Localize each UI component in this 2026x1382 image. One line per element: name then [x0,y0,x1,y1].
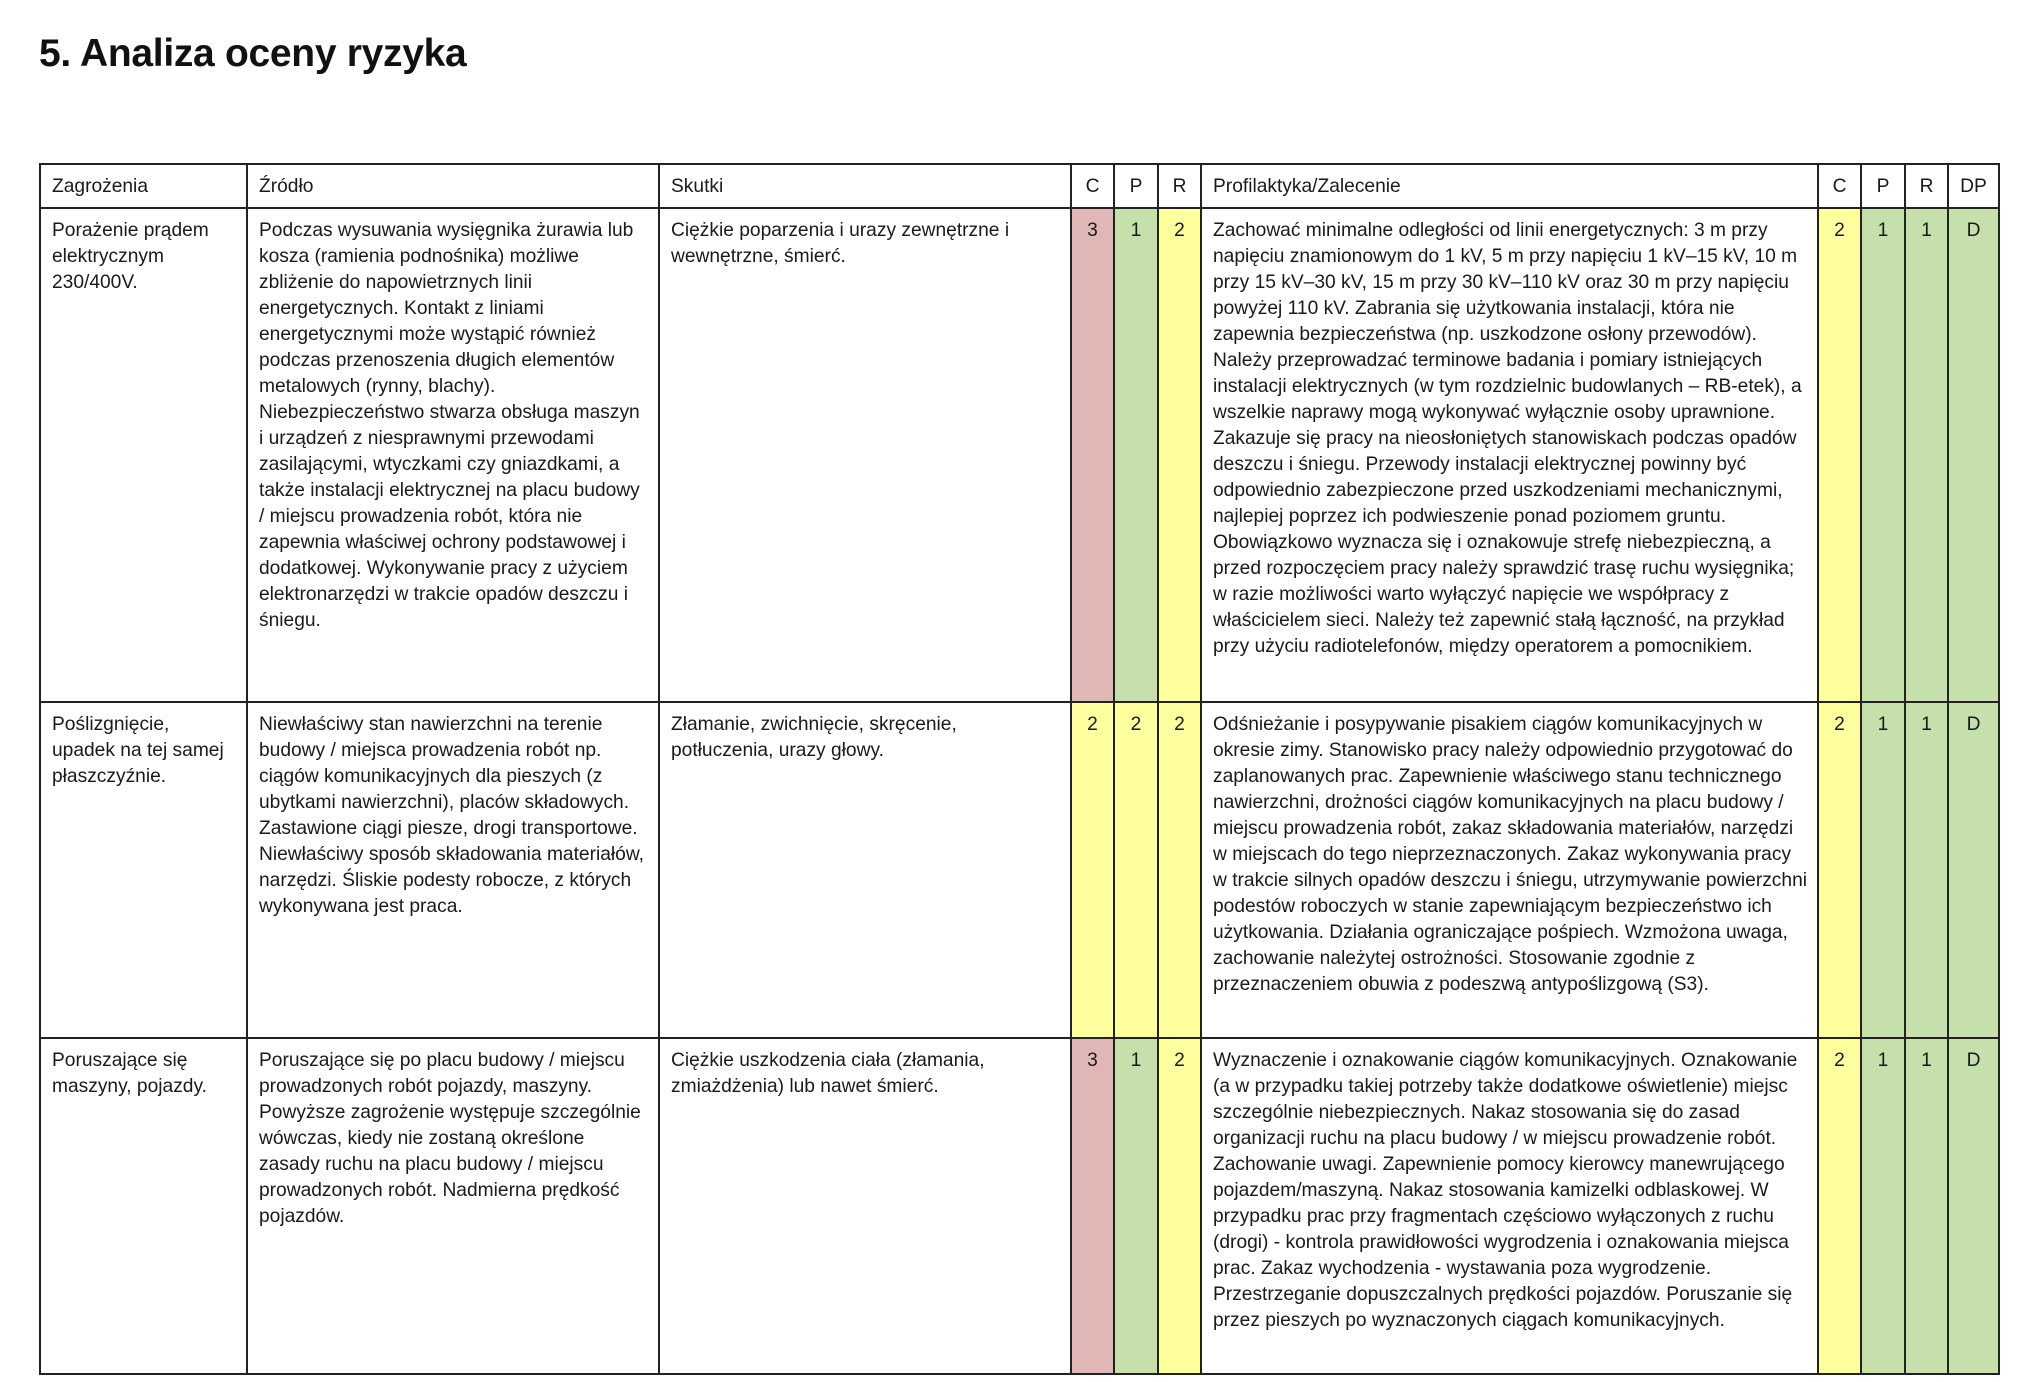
cell-dp: D [1948,702,1999,1038]
risk-assessment-table [39,163,2000,1375]
header-c: C [1071,164,1114,208]
cell-dp: D [1948,1038,1999,1374]
header-dp: DP [1948,164,1999,208]
header-r-after: R [1905,164,1948,208]
header-profilaktyka: Profilaktyka/Zalecenie [1201,164,1818,208]
cell-r-after: 1 [1905,208,1948,702]
cell-r: 2 [1158,1038,1201,1374]
cell-c-after: 2 [1818,702,1861,1038]
cell-r-after: 1 [1905,1038,1948,1374]
header-p: P [1114,164,1158,208]
header-skutki: Skutki [659,164,1071,208]
cell-r: 2 [1158,702,1201,1038]
cell-profilaktyka: Odśnieżanie i posypywanie pisakiem ciągów komunikacyjnych w okresie zimy. Stanowisko pracy należy odpowiednio przygotować do zaplanowanych prac. Zapewnienie właściwego stanu technicznego nawierzchni, drożności ciągów komunikacyjnych na placu budowy / miejscu prowadzenia robót, zakaz składowania materiałów, narzędzi w miejscach do tego nieprzeznaczonych. Zakaz wykonywania pracy w trakcie silnych opadów deszczu i śniegu, utrzymywanie powierzchni podestów roboczych w stanie zapewniającym bezpieczeństwo ich użytkowania. Działania ograniczające pośpiech. Wzmożona uwaga, zachowanie należytej ostrożności. Stosowanie zgodnie z przeznaczeniem obuwia z podeszwą antypoślizgową (S3). [1201,702,1818,1038]
cell-c-after: 2 [1818,208,1861,702]
cell-skutki: Złamanie, zwichnięcie, skręcenie, potłuczenia, urazy głowy. [659,702,1071,1038]
cell-p-after: 1 [1861,208,1905,702]
cell-c: 2 [1071,702,1114,1038]
cell-zagrozenie: Poruszające się maszyny, pojazdy. [40,1038,247,1374]
cell-skutki: Ciężkie poparzenia i urazy zewnętrzne i wewnętrzne, śmierć. [659,208,1071,702]
cell-c: 3 [1071,208,1114,702]
cell-zrodlo: Niewłaściwy stan nawierzchni na terenie budowy / miejsca prowadzenia robót np. ciągów komunikacyjnych dla pieszych (z ubytkami nawierzchni), placów składowych. Zastawione ciągi piesze, drogi transportowe. Niewłaściwy sposób składowania materiałów, narzędzi. Śliskie podesty robocze, z których wykonywana jest praca. [247,702,659,1038]
cell-r-after: 1 [1905,702,1948,1038]
cell-p-after: 1 [1861,702,1905,1038]
cell-skutki: Ciężkie uszkodzenia ciała (złamania, zmiażdżenia) lub nawet śmierć. [659,1038,1071,1374]
cell-c-after: 2 [1818,1038,1861,1374]
table-row [40,1038,1999,1374]
header-p-after: P [1861,164,1905,208]
cell-dp: D [1948,208,1999,702]
header-zrodlo: Źródło [247,164,659,208]
cell-r: 2 [1158,208,1201,702]
page-title: 5. Analiza oceny ryzyka [39,32,467,75]
cell-zrodlo: Poruszające się po placu budowy / miejscu prowadzonych robót pojazdy, maszyny. Powyższe zagrożenie występuje szczególnie wówczas, kiedy nie zostaną określone zasady ruchu na placu budowy / miejscu prowadzonych robót. Nadmierna prędkość pojazdów. [247,1038,659,1374]
table-header-row [40,164,1999,208]
cell-profilaktyka: Zachować minimalne odległości od linii energetycznych: 3 m przy napięciu znamionowym do 1 kV, 5 m przy napięciu 1 kV–15 kV, 10 m przy 15 kV–30 kV, 15 m przy 30 kV–110 kV oraz 30 m przy napięciu powyżej 110 kV. Zabrania się użytkowania instalacji, która nie zapewnia bezpieczeństwa (np. uszkodzone osłony przewodów). Należy przeprowadzać terminowe badania i pomiary istniejących instalacji elektrycznych (w tym rozdzielnic budowlanych – RB-etek), a wszelkie naprawy mogą wykonywać wyłącznie osoby uprawnione. Zakazuje się pracy na nieosłoniętych stanowiskach podczas opadów deszczu i śniegu. Przewody instalacji elektrycznej powinny być odpowiednio zabezpieczone przed uszkodzeniami mechanicznymi, najlepiej poprzez ich podwieszenie ponad poziomem gruntu. Obowiązkowo wyznacza się i oznakowuje strefę niebezpieczną, a przed rozpoczęciem pracy należy sprawdzić trasę ruchu wysięgnika; w razie możliwości warto wyłączyć napięcie we współpracy z właścicielem sieci. Należy też zapewnić stałą łączność, na przykład przy użyciu radiotelefonów, między operatorem a pomocnikiem. [1201,208,1818,702]
cell-p-after: 1 [1861,1038,1905,1374]
cell-p: 1 [1114,208,1158,702]
cell-c: 3 [1071,1038,1114,1374]
cell-zagrozenie: Poślizgnięcie, upadek na tej samej płaszczyźnie. [40,702,247,1038]
cell-p: 2 [1114,702,1158,1038]
cell-zrodlo: Podczas wysuwania wysięgnika żurawia lub kosza (ramienia podnośnika) możliwe zbliżenie do napowietrznych linii energetycznych. Kontakt z liniami energetycznymi może wystąpić również podczas przenoszenia długich elementów metalowych (rynny, blachy). Niebezpieczeństwo stwarza obsługa maszyn i urządzeń z niesprawnymi przewodami zasilającymi, wtyczkami czy gniazdkami, a także instalacji elektrycznej na placu budowy / miejscu prowadzenia robót, która nie zapewnia właściwej ochrony podstawowej i dodatkowej. Wykonywanie pracy z użyciem elektronarzędzi w trakcie opadów deszczu i śniegu. [247,208,659,702]
cell-p: 1 [1114,1038,1158,1374]
table-row [40,208,1999,702]
cell-zagrozenie: Porażenie prądem elektrycznym 230/400V. [40,208,247,702]
header-r: R [1158,164,1201,208]
cell-profilaktyka: Wyznaczenie i oznakowanie ciągów komunikacyjnych. Oznakowanie (a w przypadku takiej potrzeby także dodatkowe oświetlenie) miejsc szczególnie niebezpiecznych. Nakaz stosowania się do zasad organizacji ruchu na placu budowy / w miejscu prowadzenie robót. Zachowanie uwagi. Zapewnienie pomocy kierowcy manewrującego pojazdem/maszyną. Nakaz stosowania kamizelki odblaskowej. W przypadku prac przy fragmentach częściowo wyłączonych z ruchu (drogi) - kontrola prawidłowości wygrodzenia i oznakowania miejsca prac. Zakaz wychodzenia - wystawania poza wygrodzenie. Przestrzeganie dopuszczalnych prędkości pojazdów. Poruszanie się przez pieszych po wyznaczonych ciągach komunikacyjnych. [1201,1038,1818,1374]
header-c-after: C [1818,164,1861,208]
table-row [40,702,1999,1038]
header-zagrozenia: Zagrożenia [40,164,247,208]
